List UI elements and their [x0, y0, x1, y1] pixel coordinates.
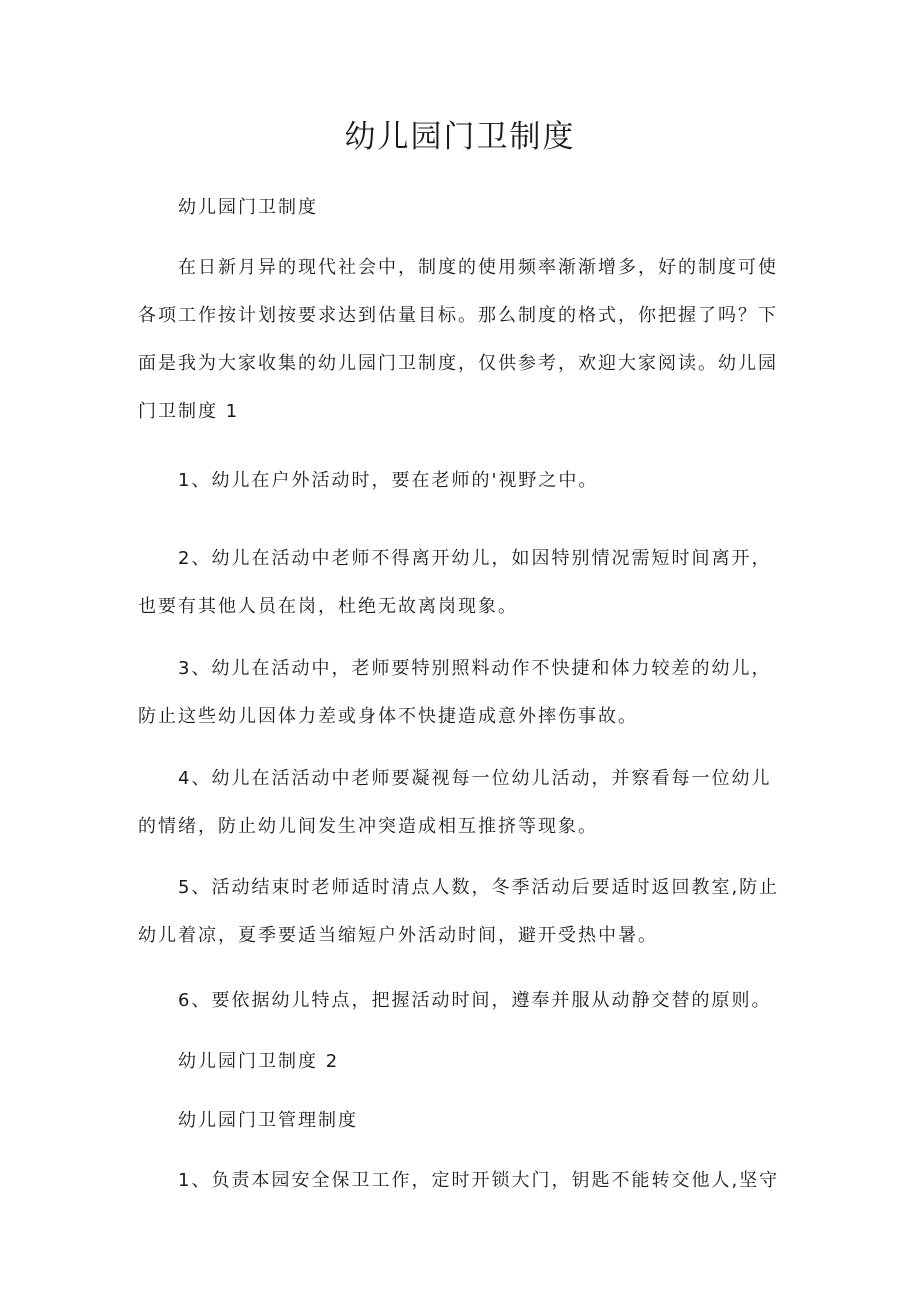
rule-item-1: 1、幼儿在户外活动时，要在老师的'视野之中。 [178, 470, 599, 491]
rule-item-3: 3、幼儿在活动中，老师要特别照料动作不快捷和体力较差的幼儿，防止这些幼儿因体力差或身体不快捷造成意外摔伤事故。 [138, 658, 772, 727]
rule-item-4: 4、幼儿在活活动中老师要凝视每一位幼儿活动，并察看每一位幼儿的情绪，防止幼儿间发生冲突造成相互推挤等现象。 [138, 768, 772, 837]
rule-item-5: 5、活动结束时老师适时清点人数，冬季活动后要适时返回教室,防止幼儿着凉，夏季要适当缩短户外活动时间，避开受热中暑。 [138, 877, 780, 946]
section-heading-2: 幼儿园门卫制度 2 [178, 1051, 340, 1072]
rule-item-2: 2、幼儿在活动中老师不得离开幼儿，如因特别情况需短时间离开，也要有其他人员在岗，杜绝无故离岗现象。 [138, 548, 772, 617]
section-subheading: 幼儿园门卫管理制度 [178, 1110, 358, 1131]
duty-item-1: 1、负责本园安全保卫工作，定时开锁大门，钥匙不能转交他人,坚守 [178, 1170, 780, 1191]
rule-item-6: 6、要依据幼儿特点，把握活动时间，遵奉并服从动静交替的原则。 [178, 990, 772, 1011]
section-heading-intro: 幼儿园门卫制度 [178, 197, 318, 218]
document-title: 幼儿园门卫制度 [344, 119, 576, 155]
intro-paragraph: 在日新月异的现代社会中，制度的使用频率渐渐增多，好的制度可使各项工作按计划按要求达到估量目标。那么制度的格式，你把握了吗？下面是我为大家收集的幼儿园门卫制度，仅供参考，欢迎大家阅读。幼儿园门卫制度 1 [138, 257, 778, 422]
